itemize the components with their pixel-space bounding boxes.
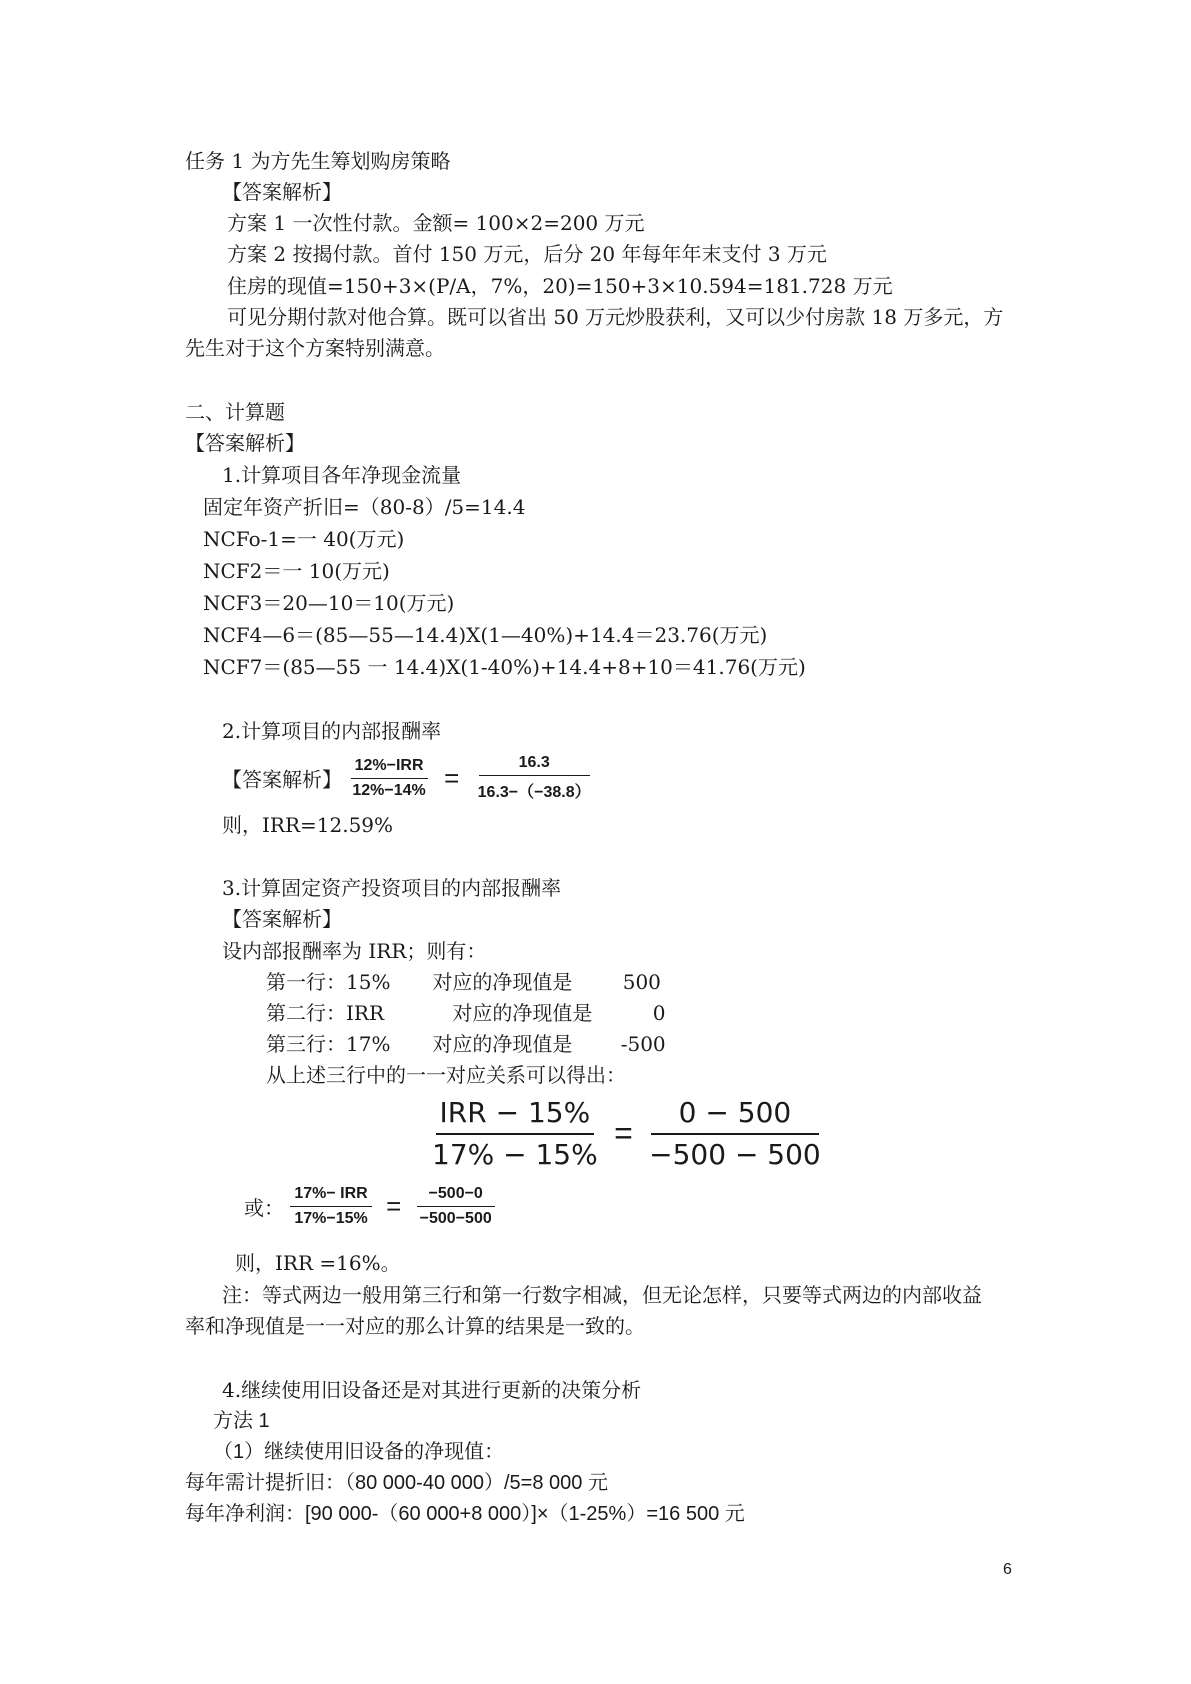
q2-rhs-denominator: 16.3−（−38.8） <box>477 784 591 801</box>
q1-line: NCF2＝一 10(万元) <box>203 559 390 583</box>
q4-method: 方法 1 <box>213 1410 270 1432</box>
q3-row-label: 第二行：IRR <box>266 1001 385 1025</box>
q3-row-label: 第一行：15% <box>266 970 391 994</box>
q3-or-label: 或： <box>244 1196 284 1220</box>
q3-eq1-rhs-numerator: 0 − 500 <box>651 1096 820 1135</box>
q1-line: NCF7＝(85—55 一 14.4)X(1-40%)+14.4+8+10＝41.76(万元) <box>203 655 806 679</box>
task1-present-value: 住房的现值=150+3×(P/A，7%，20)=150+3×10.594=181.728 万元 <box>227 274 893 298</box>
q3-row <box>266 1030 666 1058</box>
q2-result: 则，IRR=12.59% <box>222 813 394 837</box>
q2-title: 2.计算项目的内部报酬率 <box>222 719 442 743</box>
q3-row-label: 第三行：17% <box>266 1032 391 1056</box>
q1-line: NCF3＝20—10＝10(万元) <box>203 591 455 615</box>
q2-lhs-denominator: 12%−14% <box>352 781 426 799</box>
q3-equation-2 <box>244 1185 496 1228</box>
q3-row-value: -500 <box>620 1032 666 1056</box>
q1-line: 固定年资产折旧=（80-8）/5=14.4 <box>203 495 526 519</box>
q3-eq1-equals-sign: = <box>614 1115 633 1151</box>
section2-title: 二、计算题 <box>185 400 285 424</box>
q4-sub1: （1）继续使用旧设备的净现值： <box>213 1441 505 1463</box>
q2-lhs-numerator: 12%−IRR <box>351 757 428 779</box>
q3-row <box>266 968 661 996</box>
q3-intro: 设内部报酬率为 IRR；则有： <box>222 939 487 963</box>
q3-eq2-lhs-denominator: 17%−15% <box>294 1210 368 1227</box>
q3-eq1-lhs-numerator: IRR − 15% <box>436 1096 595 1135</box>
q3-row-value: 0 <box>652 1001 666 1025</box>
q3-eq2-lhs-fraction <box>290 1185 371 1228</box>
q3-eq1-rhs-denominator: −500 − 500 <box>649 1138 821 1171</box>
q3-row-desc: 对应的净现值是 <box>452 1001 593 1025</box>
q2-rhs-fraction <box>474 754 595 802</box>
q3-row-desc: 对应的净现值是 <box>432 1032 573 1056</box>
q3-derive: 从上述三行中的一一对应关系可以得出： <box>266 1063 626 1087</box>
q3-row <box>266 999 665 1027</box>
task1-title: 任务 1 为方先生筹划购房策略 <box>185 149 451 173</box>
q3-eq2-lhs-numerator: 17%− IRR <box>290 1185 371 1207</box>
task1-plan1: 方案 1 一次性付款。金额= 100×2=200 万元 <box>227 211 645 235</box>
q3-title: 3.计算固定资产投资项目的内部报酬率 <box>222 876 562 900</box>
page-number: 6 <box>1003 1561 1012 1578</box>
q3-eq1-rhs-fraction <box>645 1096 825 1171</box>
q2-equals-sign: = <box>444 762 460 793</box>
q3-result: 则，IRR =16%。 <box>235 1251 401 1275</box>
q3-note-line1: 注：等式两边一般用第三行和第一行数字相减，但无论怎样，只要等式两边的内部收益 <box>222 1283 982 1307</box>
q3-eq2-rhs-fraction <box>416 1185 496 1228</box>
q3-note-line2: 率和净现值是一一对应的那么计算的结果是一致的。 <box>185 1314 645 1338</box>
q2-equation <box>222 754 595 802</box>
section2-answer-label: 【答案解析】 <box>185 431 305 455</box>
q3-eq1-lhs-denominator: 17% − 15% <box>432 1138 598 1171</box>
q2-rhs-numerator: 16.3 <box>479 754 590 776</box>
q3-equation-1 <box>428 1096 825 1171</box>
q3-row-desc: 对应的净现值是 <box>432 970 573 994</box>
q1-line: NCFo-1=一 40(万元) <box>203 527 405 551</box>
q3-eq2-rhs-denominator: −500−500 <box>419 1210 492 1227</box>
q3-eq2-equals-sign: = <box>386 1191 402 1221</box>
task1-conclusion-line2: 先生对于这个方案特别满意。 <box>185 336 445 360</box>
q4-depreciation: 每年需计提折旧：（80 000-40 000）/5=8 000 元 <box>185 1472 608 1494</box>
task1-conclusion-line1: 可见分期付款对他合算。既可以省出 50 万元炒股获利，又可以少付房款 18 万多元，方 <box>227 305 1004 329</box>
q3-eq1-lhs-fraction <box>428 1096 602 1171</box>
q3-row-value: 500 <box>622 970 661 994</box>
q4-net-profit: 每年净利润：[90 000-（60 000+8 000）]×（1-25%）=16 500 元 <box>185 1503 745 1525</box>
q1-title: 1.计算项目各年净现金流量 <box>222 463 462 487</box>
q2-lhs-fraction <box>348 757 429 800</box>
task1-plan2: 方案 2 按揭付款。首付 150 万元，后分 20 年每年年末支付 3 万元 <box>227 242 827 266</box>
task1-answer-label: 【答案解析】 <box>222 180 342 204</box>
q2-answer-label: 【答案解析】 <box>222 767 342 792</box>
q4-title: 4.继续使用旧设备还是对其进行更新的决策分析 <box>222 1378 642 1402</box>
q3-eq2-rhs-numerator: −500−0 <box>417 1185 495 1207</box>
q3-answer-label: 【答案解析】 <box>222 907 342 931</box>
q1-line: NCF4—6＝(85—55—14.4)X(1—40%)+14.4＝23.76(万元) <box>203 623 768 647</box>
